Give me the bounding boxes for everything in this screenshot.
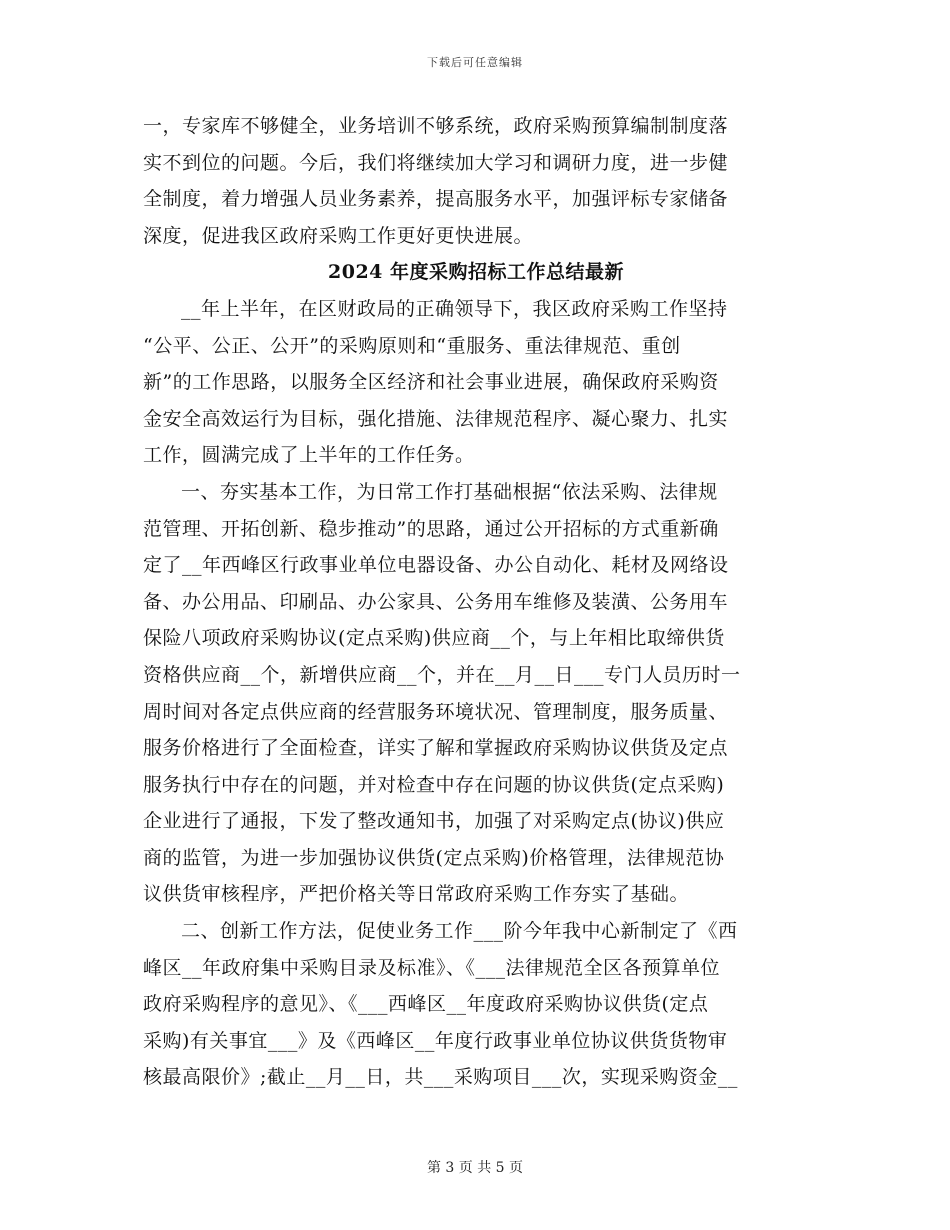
text-line: “公平、公正、公开”的采购原则和“重服务、重法律规范、重创 — [143, 334, 681, 357]
text-line: 政府采购程序的意见》、《___西峰区__年度政府采购协议供货(定点 — [143, 993, 709, 1016]
text-line: 全制度，着力增强人员业务素养，提高服务水平，加强评标专家储备 — [143, 188, 729, 211]
text-line: 周时间对各定点供应商的经营服务环境状况、管理制度，服务质量、 — [143, 700, 729, 723]
text-line: 实不到位的问题。今后，我们将继续加大学习和调研力度，进一步健 — [143, 151, 729, 174]
text-line: 范管理、开拓创新、稳步推动”的思路，通过公开招标的方式重新确 — [143, 517, 719, 540]
text-line: 一、夯实基本工作，为日常工作打基础根据“依法采购、法律规 — [181, 480, 718, 503]
paragraph-innovation — [143, 913, 809, 1096]
text-line: 商的监管，为进一步加强协议供货(定点采购)价格管理，法律规范协 — [143, 846, 725, 869]
text-line: 一，专家库不够健全，业务培训不够系统，政府采购预算编制制度落 — [143, 115, 729, 137]
text-line: 深度，促进我区政府采购工作更好更快进展。 — [143, 224, 534, 247]
text-line: 峰区__年政府集中采购目录及标准》、《___法律规范全区各预算单位 — [143, 956, 721, 979]
text-line: 资格供应商__个，新增供应商__个，并在__月__日___专门人员历时一 — [143, 663, 741, 686]
document-body — [143, 108, 809, 1096]
text-line: 二、创新工作方法，促使业务工作___阶今年我中心新制定了《西 — [181, 920, 738, 943]
document-title: 2024 年度采购招标工作总结最新 — [328, 261, 624, 284]
text-line: 服务价格进行了全面检查，详实了解和掌握政府采购协议供货及定点 — [143, 737, 729, 760]
text-line: 服务执行中存在的问题，并对检查中存在问题的协议供货(定点采购) — [143, 773, 725, 796]
text-line: 议供货审核程序，严把价格关等日常政府采购工作夯实了基础。 — [143, 883, 690, 906]
text-line: 定了__年西峰区行政事业单位电器设备、办公自动化、耗材及网络设 — [143, 554, 729, 577]
section-continuation — [143, 108, 809, 254]
text-line: 采购)有关事宜___》及《西峰区__年度行政事业单位协议供货货物审 — [143, 1029, 728, 1052]
paragraph-basic-work — [143, 474, 809, 913]
text-line: 保险八项政府采购协议(定点采购)供应商__个，与上年相比取缔供货 — [143, 627, 725, 650]
paragraph-intro — [143, 291, 809, 474]
text-line: 新”的工作思路，以服务全区经济和社会事业进展，确保政府采购资 — [143, 371, 719, 394]
text-line: 工作，圆满完成了上半年的工作任务。 — [143, 444, 475, 467]
text-line: 核最高限价》;截止__月__日，共___采购项目___次，实现采购资金__ — [143, 1066, 738, 1089]
text-line: 金安全高效运行为目标，强化措施、法律规范程序、凝心聚力、扎实 — [143, 407, 729, 430]
text-line: 企业进行了通报，下发了整改通知书，加强了对采购定点(协议)供应 — [143, 810, 725, 833]
text-line: __年上半年，在区财政局的正确领导下，我区政府采购工作坚持 — [181, 297, 728, 320]
page-header: 下载后可任意编辑 — [427, 56, 523, 69]
text-line: 备、办公用品、印刷品、办公家具、公务用车维修及装潢、公务用车 — [143, 590, 729, 613]
page-number: 第 3 页 共 5 页 — [426, 1160, 524, 1176]
